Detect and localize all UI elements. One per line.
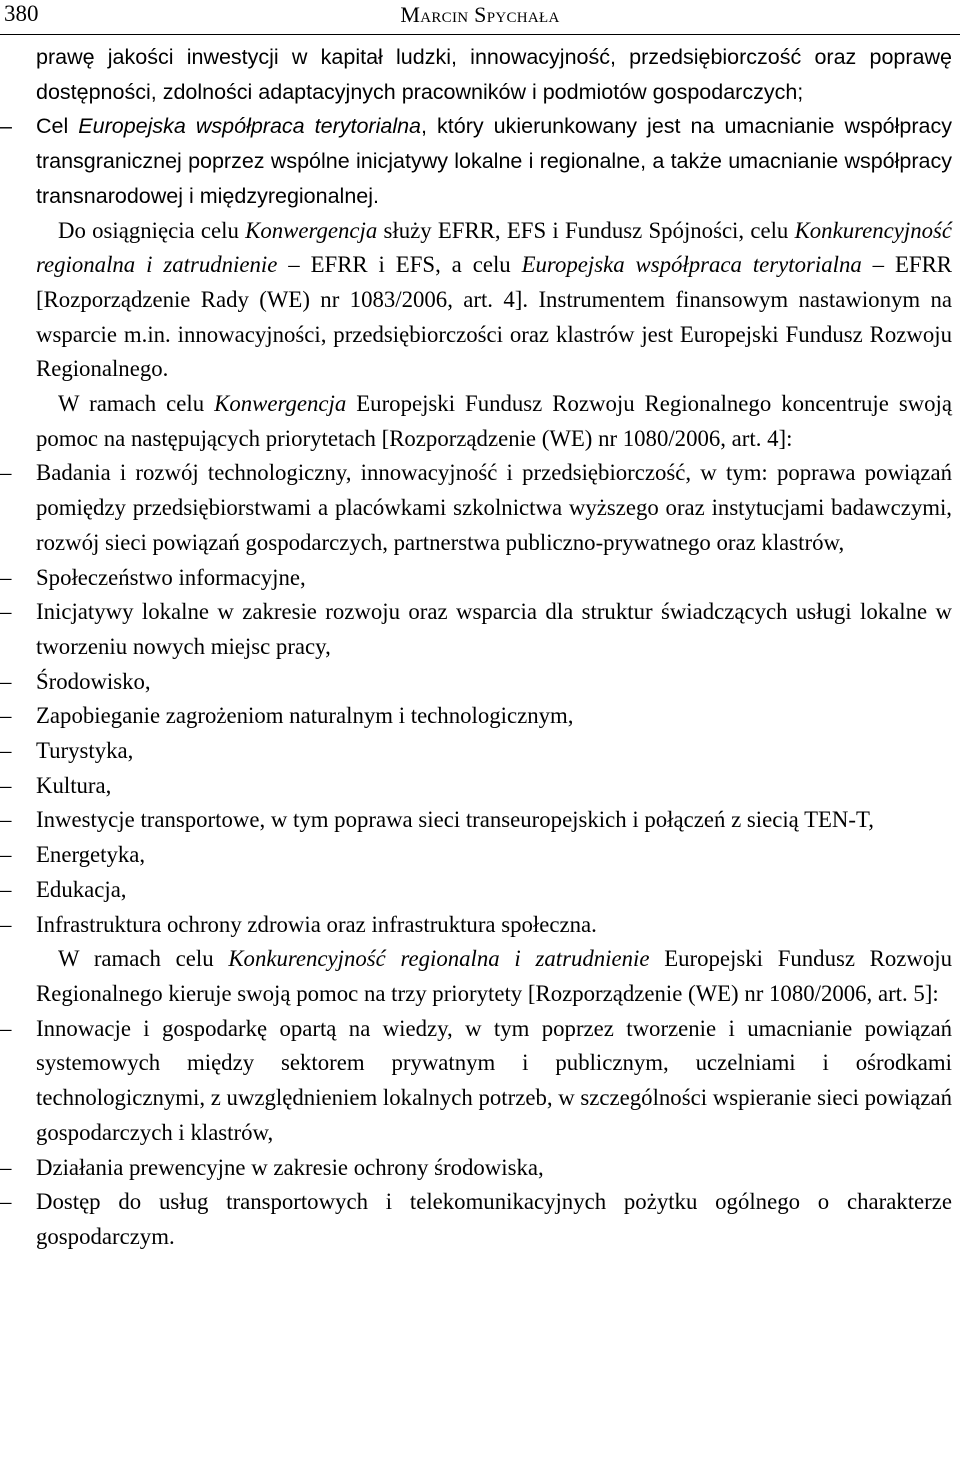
continued-text: prawę jakości inwestycji w kapitał ludzki, innowacyjność, przedsiębiorczość oraz poprawę dostępności, zdolności adaptacyjnych pracowników i podmiotów gospodarczych; [36,45,952,104]
priority-list-2 [0,1012,952,1255]
list-item: – Działania prewencyjne w zakresie ochrony środowiska, [0,1154,544,1180]
paragraph: Do osiągnięcia celu Konwergencja służy EFRR, EFS i Fundusz Spójności, celu Konkurencyjność regionalna i zatrudnienie – EFRR i EFS, a celu Europejska współpraca terytorialna – EFRR [Rozporządzenie Rady (WE) nr 1083/2006, art. 4]. Instrumentem finansowym nastawionym na wsparcie m.in. innowacyjności, przedsiębiorczości oraz klastrów jest Europejski Fundusz Rozwoju Regionalnego. [36,217,953,382]
running-head: Marcin Spychała [400,2,560,27]
list-item: – Turystyka, [0,738,134,764]
list-item: – Badania i rozwój technologiczny, innowacyjność i przedsiębiorczość, w tym: poprawa powiązań pomiędzy przedsiębiorstwami a placówkami szkolnictwa wyższego oraz instytucjami badawczymi, rozwój sieci powiązań gospodarczych, partnerstwa publiczno-prywatnego oraz klastrów, [0,460,952,555]
list-item: – Infrastruktura ochrony zdrowia oraz infrastruktura społeczna. [0,911,597,937]
list-item: – Społeczeństwo informacyjne, [0,564,306,590]
dash-bullet: – [0,114,12,139]
page-number: 380 [4,1,39,26]
page-body [0,40,953,1255]
list-item: – Zapobieganie zagrożeniom naturalnym i technologicznym, [0,703,574,729]
list-item: – Środowisko, [0,668,151,694]
list-item: – Dostęp do usług transportowych i telekomunikacyjnych pożytku ogólnego o charakterze gospodarczym. [0,1189,952,1249]
list-item: – Inwestycje transportowe, w tym poprawa sieci transeuropejskich i połączeń z siecią TEN-T, [0,807,874,833]
paragraph: W ramach celu Konkurencyjność regionalna i zatrudnienie Europejski Fundusz Rozwoju Regionalnego kieruje swoją pomoc na trzy priorytety [Rozporządzenie (WE) nr 1080/2006, art. 5]: [36,946,953,1006]
list-item: – Innowacje i gospodarkę opartą na wiedzy, w tym poprzez tworzenie i umacnianie powiązań systemowych między sektorem prywatnym i publicznym, uczelniami i ośrodkami technologicznymi, z uwzględnieniem lokalnych potrzeb, w szczególności wspieranie sieci powiązań gospodarczych i klastrów, [0,1015,952,1145]
page-header [0,0,960,35]
list-item: – Inicjatywy lokalne w zakresie rozwoju oraz wsparcia dla struktur świadczących usługi lokalne w tworzeniu nowych miejsc pracy, [0,599,952,659]
list-item: – Cel Europejska współpraca terytorialna, który ukierunkowany jest na umacnianie współpracy transgranicznej poprzez wspólne inicjatywy lokalne i regionalne, a także umacnianie współpracy transnarodowej i międzyregionalnej. [36,109,952,213]
list-item: – Kultura, [0,772,112,798]
paragraph: W ramach celu Konwergencja Europejski Fundusz Rozwoju Regionalnego koncentruje swoją pomoc na następujących priorytetach [Rozporządzenie (WE) nr 1080/2006, art. 4]: [36,391,952,451]
list-item: – Energetyka, [0,842,146,868]
list-item: – Edukacja, [0,876,127,902]
priority-list [0,456,952,942]
